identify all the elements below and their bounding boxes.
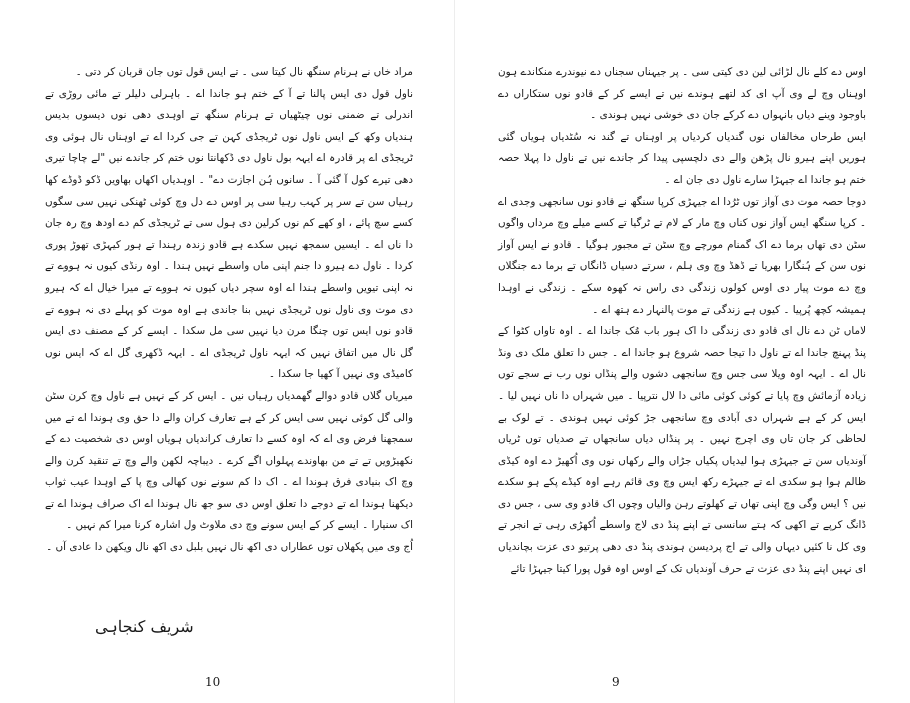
- paragraph: ناول قول دی ایس پالنا تے آ کے ختم ہو جاندا اے ۔ باہرلی دلیلر تے مائی روڑی تے اندرلی تے ضمنی نوں چیٹھیاں تے ہرنام سنگھ تے اوہدی دھی نوں دیسوں بدیس ہندیاں وکھ کے ایس ناول نوں ٹریجڈی کہن تے جی کردا اے تے اوہناں نال ہوئی وی ٹریجڈی اے پر قادرہ اے ایہہ بول ناول دی ڈکھانتا نوں ختم کر جاندے نیں "لے چاچا تیری دھی تیرے کول آ گئی آ ۔ سانوں ہُن اجازت دے" ۔ اوہدیاں اکھاں بھاویں ڈکو ڈوڈے کھا رہیاں سن تے سر پر کہب رہیا سی پر اوس دے دل وچ کوئی ٹھنکی نہیں سی سگوں کسے سچ پائے ، او کھے کم نوں کرلین دی ہول سی تے ٹریجڈی کم دے اودھ وچ رہ جان دا ناں اے ۔ ایسیں سمجھ نہیں سکدے ہے قادو زندہ رہندا تے ہور کیہڑی تھوڑ پوری کردا ۔ ناول دے ہیرو دا جنم اپنی ماں واسطے نہیں ہندا ۔ اوہ رنڈی کیوں نہ ہووے تے نہ اپنی تیویں واسطے ہندا اے اوہ سچر دیاں کیوں نہ ہووے تے میرا خیال اے کہ ہیرو دی موت وی ناول نوں ٹریجڈی نہیں بنا جاندی ہے اوہ موت کو پہلے دی نہ ہووے تے قادو نوں ایس توں چنگا مرن دیا نہیں سی مل سکدا ۔ ایسے کر کے مصنف دی ایس گل نال میں اتفاق نہیں کہ ایہہ ناول ٹریجڈی اے ۔ ایہہ ڈکھری گل اے کہ ایس نوں کامیڈی وی نہیں آ کھیا جا سکدا ۔: [45, 87, 413, 381]
- paragraph: دوجا حصہ موت دی آواز توں ٹرُدا اے جیہڑی کرپا سنگھ نے قادو نوں سانجھی وجدی اے ۔ کرپا سنگھ ایس آواز نوں کناں وچ مار کے لام تے ٹرگیا تے کسے میلے وچ مرداں واگوں سٹن دی تھاں برما دے اک گمنام مورچے وچ سٹن تے مجبور ہوگیا ۔ قادو نے ایس آواز نوں سن کے ہُنگارا بھریا تے ڈھڈ وچ وی ہلم ، سرتے دسیاں ڈانگاں تے برما دے جنگلاں وچ دے موت پیار دی اوس کولوں زندگی دی راس نہ کھوہ سکے ۔ زندگی نے اوہدا ہمیشہ کچھ پُرپیا ۔ کیوں ہے زندگی تے موت پالنہار دے ہتھ اے ۔: [498, 195, 866, 316]
- paragraph: مراد خاں نے ہرنام سنگھ نال کیتا سی ۔ تے ایس قول توں جان قربان کر دتی ۔: [75, 66, 413, 78]
- left-page-text: [45, 62, 413, 559]
- page-number: 10: [205, 675, 221, 689]
- paragraph: اُج وی میں پکھلاں توں عطاراں دی اکھ نال نہیں بلبل دی اکھ نال ویکھن دا عادی آں ۔: [46, 541, 413, 554]
- page-number: 9: [612, 675, 620, 689]
- paragraph: لاماں ٹن دے نال ای قادو دی زندگی دا اک ہور باب مُک جاندا اے ۔ اوہ تاواں کٹوا کے پنڈ پہنچ جاندا اے تے ناول دا تیجا حصہ شروع ہو جاندا اے ۔ جس دا تعلق ملک دی ونڈ نال اے ۔ ایہہ اوہ ویلا سی جس وچ سانجھی دشوں والے پنڈاں نوں رب نے سجے توں زیادہ آزمائش وچ پایا تے کوئی کوئی مائی دا لال نترپیا ۔ میں شہراں دا ناں نہیں لیا ۔ ایس کر کے ہے شہراں دی آبادی وچ سانجھی جڑ کوئی نہیں ہوندی ۔ تے لوک بے لحاظی کر جان تاں وی اچرج نہیں ۔ پر پنڈاں دیاں سانجھاں تے صدیاں توں ٹریاں آوندیاں سن تے جیہڑی ہوا لیدیاں پکیاں جڑاں والے رکھاں نوں وی اُکھیڑ دے اوہ کیڈی ظالم ہوا ہو سکدی اے تے جیہڑے رکھ ایس وچ وی قائم رہے اوہ کیڈے پکے ہو سکدے نیں ؟ ایس وگی وچ اپنی تھاں تے کھلوتے رہن والیاں وچوں اک قادو وی سی ، جس دی ڈانگ کرپے تے اکھی کہ ہتے سانسی تے اپنے پنڈ دی لاج واسطے اُکھڑی رہی تے انجر تے وی کل نا کئیں دیہاں والی تے اج پردیسن ہوندی پنڈ دی دھی پرتیو دی عزت بچاندیاں ای نہیں اپنے پنڈ دی عزت تے حرف آوندیاں تک کے اوس اوہ قول پورا کیتا جیہڑا تائے: [498, 325, 866, 575]
- right-page: [455, 0, 910, 703]
- paragraph: ایس طرحاں مخالفاں نوں گندیاں کردیاں پر اوہناں تے گند نہ سُٹدیاں ہویاں گئی ہوریں اپنے ہیرو نال پڑھن والے دی دلچسپی پیدا کر جاندے نیں تے ناول دا پہلا حصہ ختم ہو جاندا اے جیہڑا سارے ناول دی جان اے ۔: [498, 130, 866, 186]
- right-page-text: [498, 62, 866, 580]
- paragraph: میریاں گلاں قادو دوالے گھمدیاں رہیاں نیں ۔ ایس کر کے نہیں ہے ناول وچ کرن سٹن والی گل کوئی نہیں سی ایس کر کے ہے تعارف کران والے دا حق وی ہوندا اے تے میں سمجھنا فرض وی اے کہ اوہ کسے دا تعارف کراندیاں ہویاں اوس دی شخصیت دے کے نکھیڑویں تے تے من بھاوندے پہلواں اگے کرے ۔ دیباچہ لکھن والے وچ تے تنقید کرن والے وچ اک بنیادی فرق ہوندا اے ۔ اک دا کم سونے نوں کھالی وچ پا کے اوہدا عیب ثواب دیکھنا ہوندا اے تے دوجے دا تعلق اوس دی سو جھ نال ہوندا اے اک صراف ہوندا اے تے اک سنیارا ۔ ایسے کر کے ایس سونے وچ دی ملاوٹ ول اشارہ کرنا میرا کم نہیں ۔: [45, 389, 413, 532]
- paragraph: اوس دے کلے نال لڑائی لین دی کیتی سی ۔ پر جیہناں سجناں دے نیوندرے منکاندے ہون اوہناں وچ لے وی آپ ای کد لتھے ہوندے نیں تے ایسے کر کے قادو نوں ستکاراں دے باوجود وینے دیاں بانہواں دے کرکے جان دی خوشی نہیں ہوندی ۔: [498, 66, 866, 122]
- author-signature: شریف کنجاہی: [95, 617, 194, 636]
